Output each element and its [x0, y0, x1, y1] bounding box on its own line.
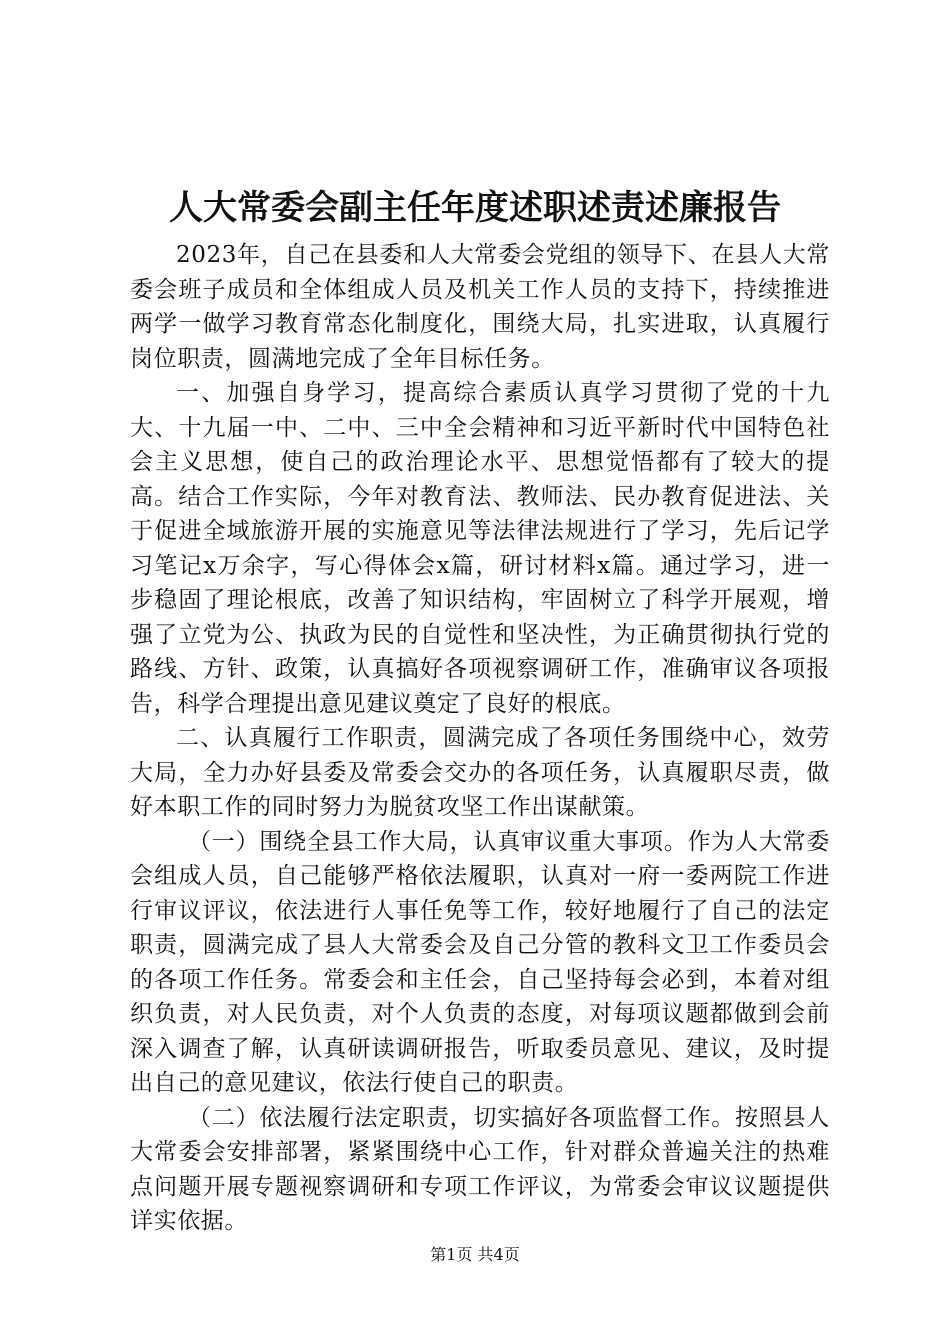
paragraph-section-1: 一、加强自身学习，提高综合素质认真学习贯彻了党的十九大、十九届一中、二中、三中全会精神和习近平新时代中国特色社会主义思想，使自己的政治理论水平、思想觉悟都有了较大的提高。结合工作实际，今年对教育法、教师法、民办教育促进法、关于促进全域旅游开展的实施意见等法律法规进行了学习，先后记学习笔记x万余字，写心得体会x篇，研讨材料x篇。通过学习，进一步稳固了理论根底，改善了知识结构，牢固树立了科学开展观，增强了立党为公、执政为民的自觉性和坚决性，为正确贯彻执行党的路线、方针、政策，认真搞好各项视察调研工作，准确审议各项报告，科学合理提出意见建议奠定了良好的根底。	[130, 380, 830, 717]
paragraph-intro: 2023年，自己在县委和人大常委会党组的领导下、在县人大常委会班子成员和全体组成人员及机关工作人员的支持下，持续推进两学一做学习教育常态化制度化，围绕大局，扎实进取，认真履行岗位职责，圆满地完成了全年目标任务。	[130, 242, 830, 372]
paragraph-subsection-1: （一）围绕全县工作大局，认真审议重大事项。作为人大常委会组成人员，自己能够严格依法履职，认真对一府一委两院工作进行审议评议，依法进行人事任免等工作，较好地履行了自己的法定职责，圆满完成了县人大常委会及自己分管的教科文卫工作委员会的各项工作任务。常委会和主任会，自己坚持每会必到，本着对组织负责，对人民负责，对个人负责的态度，对每项议题都做到会前深入调查了解，认真研读调研报告，听取委员意见、建议，及时提出自己的意见建议，依法行使自己的职责。	[130, 828, 830, 1096]
document-title: 人大常委会副主任年度述职述责述廉报告	[169, 188, 781, 228]
paragraph-subsection-2: （二）依法履行法定职责，切实搞好各项监督工作。按照县人大常委会安排部署，紧紧围绕中心工作，针对群众普遍关注的热难点问题开展专题视察调研和专项工作评议，为常委会审议议题提供详实依据。	[130, 1104, 830, 1234]
document-body	[130, 238, 830, 1239]
page-footer: 第1页 共4页	[430, 1245, 520, 1264]
paragraph-section-2: 二、认真履行工作职责，圆满完成了各项任务围绕中心，效劳大局，全力办好县委及常委会交办的各项任务，认真履职尽责，做好本职工作的同时努力为脱贫攻坚工作出谋献策。	[130, 725, 830, 820]
